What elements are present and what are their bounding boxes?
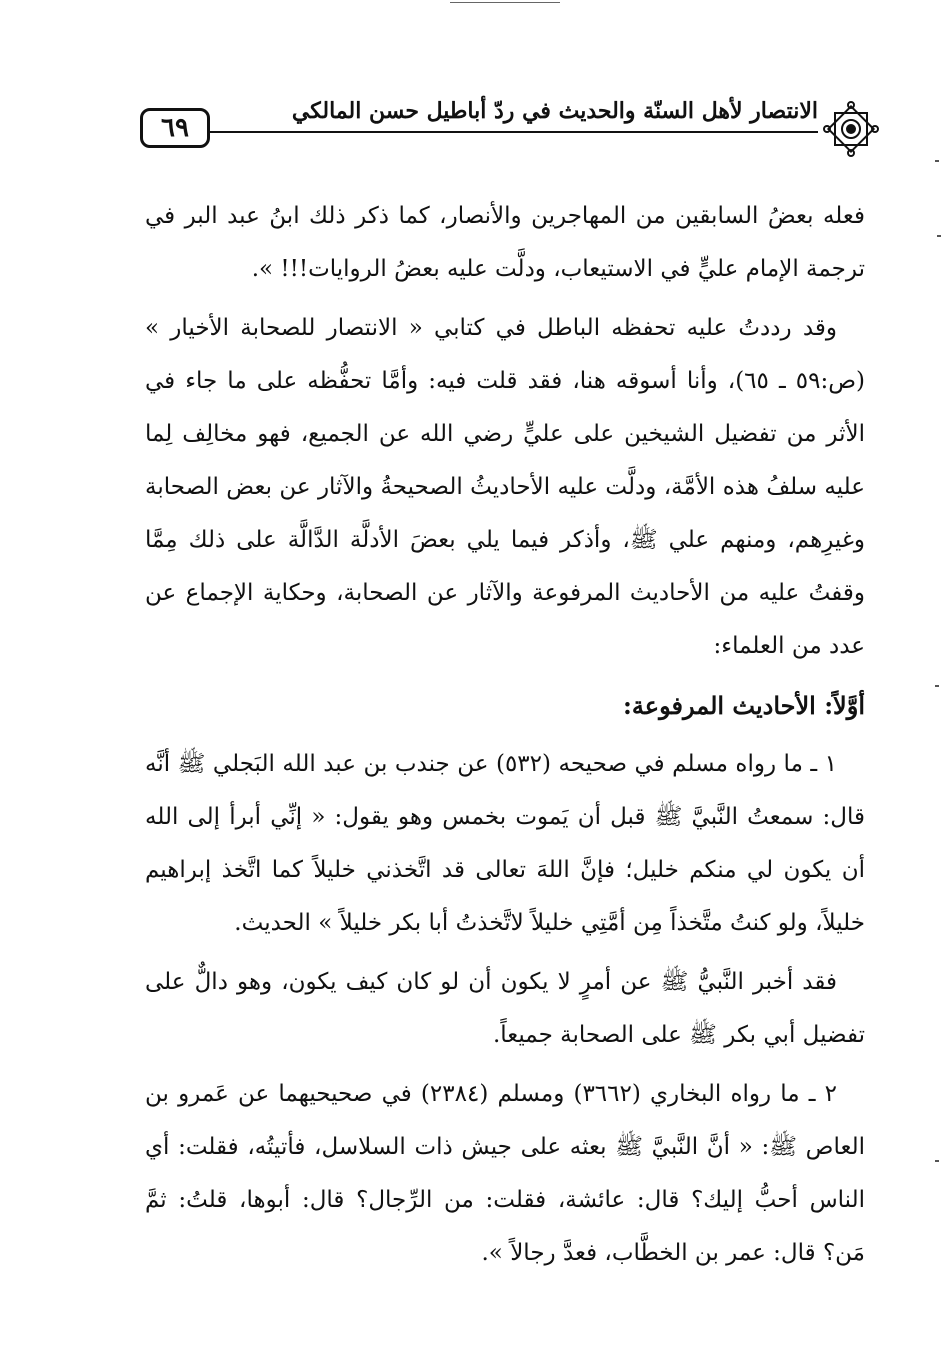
running-title: الانتصار لأهل السنّة والحديث في ردّ أباطيل حسن المالكي xyxy=(291,98,818,124)
section-heading: أوَّلاً: الأحاديث المرفوعة: xyxy=(623,691,865,720)
star-ornament-icon xyxy=(822,100,880,158)
paragraph-commentary: فقد أخبر النَّبيُّ ﷺ عن أمرٍ لا يكون أن لو كان كيف يكون، وهو دالٌّ على تفضيل أبي بكر ﷺ على الصحابة جميعاً. xyxy=(145,969,865,1048)
header-rule xyxy=(210,131,818,133)
scan-mark xyxy=(937,235,941,237)
top-scan-rule xyxy=(450,2,560,3)
paragraph-hadith-1: ١ ـ ما رواه مسلم في صحيحه (٥٣٢) عن جندب بن عبد الله البَجلي ﷺ أنَّه قال: سمعتُ النَّبيَّ ﷺ قبل أن يَموت بخمس وهو يقول: « إنِّي أبرأ إلى الله أن يكون لي منكم خليل؛ فإنَّ اللهَ تعالى قد اتَّخذني خليلاً كما اتَّخذ إبراهيم خليلاً، ولو كنتُ متَّخذاً مِن أمَّتِي خليلاً لاتَّخذتُ أبا بكر خليلاً » الحديث. xyxy=(145,751,865,936)
paragraph-continuation: فعله بعضُ السابقين من المهاجرين والأنصار، كما ذكر ذلك ابنُ عبد البر في ترجمة الإمام عليٍّ في الاستيعاب، ودلَّت عليه بعضُ الروايات!!! ». xyxy=(145,203,865,282)
page-header xyxy=(140,98,880,168)
scan-mark xyxy=(935,685,939,687)
page-body xyxy=(145,190,865,1286)
page-number: ٦٩ xyxy=(140,108,210,148)
paragraph-hadith-2: ٢ ـ ما رواه البخاري (٣٦٦٢) ومسلم (٢٣٨٤) في صحيحيهما عن عَمرو بن العاص ﷺ: « أنَّ النَّبيَّ ﷺ بعثه على جيش ذات السلاسل، فأتيتُه، فقلت: أي الناس أحبُّ إليك؟ قال: عائشة، فقلت: من الرِّجال؟ قال: أبوها، قلتُ: ثمَّ مَن؟ قال: عمر بن الخطَّاب، فعدَّ رجالاً ». xyxy=(145,1081,865,1266)
paragraph-response: وقد رددتُ عليه تحفظه الباطل في كتابي « الانتصار للصحابة الأخيار » (ص:٥٩ ـ ٦٥)، وأنا أسوقه هنا، فقد قلت فيه: وأمَّا تحفُّظه على ما جاء في الأثر من تفضيل الشيخين على عليٍّ رضي الله عن الجميع، فهو مخالِف لِما عليه سلفُ هذه الأمَّة، ودلَّت عليه الأحاديثُ الصحيحةُ والآثار عن بعض الصحابة وغيرِهم، ومنهم علي ﷺ، وأذكر فيما يلي بعضَ الأدلَّة الدَّالَّة على ذلك مِمَّا وقفتُ عليه من الأحاديث المرفوعة والآثار عن الصحابة، وحكاية الإجماع عن عدد من العلماء: xyxy=(145,315,865,659)
scan-mark xyxy=(935,160,939,162)
scan-mark xyxy=(935,1160,939,1162)
